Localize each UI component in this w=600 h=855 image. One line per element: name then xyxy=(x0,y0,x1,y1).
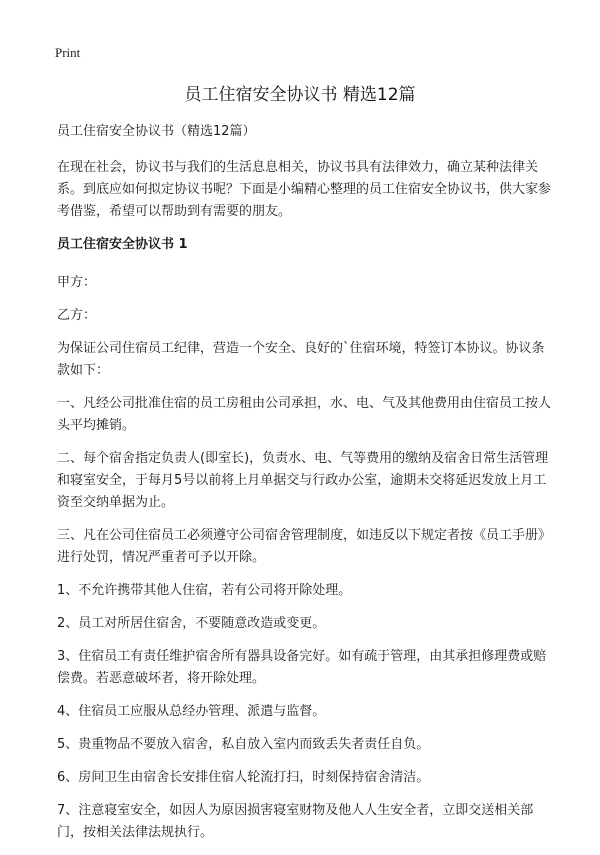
rule-item: 5、贵重物品不要放入宿舍，私自放入室内而致丢失者责任自负。 xyxy=(57,737,430,752)
rule-item: 2、员工对所居住宿舍，不要随意改造或变更。 xyxy=(57,616,326,631)
document-title: 员工住宿安全协议书 精选12篇 xyxy=(184,85,416,105)
preamble-paragraph: 为保证公司住宿员工纪律，营造一个安全、良好的`住宿环境，特签订本协议。协议条款如下： xyxy=(57,341,545,378)
intro-paragraph: 在现在社会，协议书与我们的生活息息相关，协议书具有法律效力，确立某种法律关系。到底应如何拟定协议书呢？下面是小编精心整理的员工住宿安全协议书，供大家参考借鉴，希望可以帮助到有需要的朋友。 xyxy=(57,160,552,219)
rule-item: 6、房间卫生由宿舍长安排住宿人轮流打扫，时刻保持宿舍清洁。 xyxy=(57,770,430,785)
party-a-label: 甲方： xyxy=(57,275,97,290)
party-b-label: 乙方： xyxy=(57,308,97,323)
rule-item: 3、住宿员工有责任维护宿舍所有器具设备完好。如有疏于管理，由其承担修理费或赔偿费。若恶意破坏者，将开除处理。 xyxy=(57,649,547,686)
rule-item: 7、注意寝室安全，如因人为原因损害寝室财物及他人人生安全者，立即交送相关部门，按相关法律法规执行。 xyxy=(57,803,534,840)
clause-paragraph: 三、凡在公司住宿员工必须遵守公司宿舍管理制度，如违反以下规定者按《员工手册》进行处罚，情况严重者可予以开除。 xyxy=(57,528,552,565)
document-body xyxy=(57,121,557,855)
clause-paragraph: 二、每个宿舍指定负责人(即室长)，负责水、电、气等费用的缴纳及宿舍日常生活管理和寝室安全，于每月5号以前将上月单据交与行政办公室，逾期未交将延迟发放上月工资至交纳单据为止。 xyxy=(57,451,549,510)
rule-item: 1、不允许携带其他人住宿，若有公司将开除处理。 xyxy=(57,583,352,598)
rule-item: 4、住宿员工应服从总经办管理、派遣与监督。 xyxy=(57,704,326,719)
section-heading: 员工住宿安全协议书 1 xyxy=(57,237,188,252)
document-subtitle: 员工住宿安全协议书（精选12篇） xyxy=(57,124,256,139)
clause-paragraph: 一、凡经公司批准住宿的员工房租由公司承担，水、电、气及其他费用由住宿员工按人头平均摊销。 xyxy=(57,396,552,433)
print-link[interactable]: Print xyxy=(55,45,81,60)
